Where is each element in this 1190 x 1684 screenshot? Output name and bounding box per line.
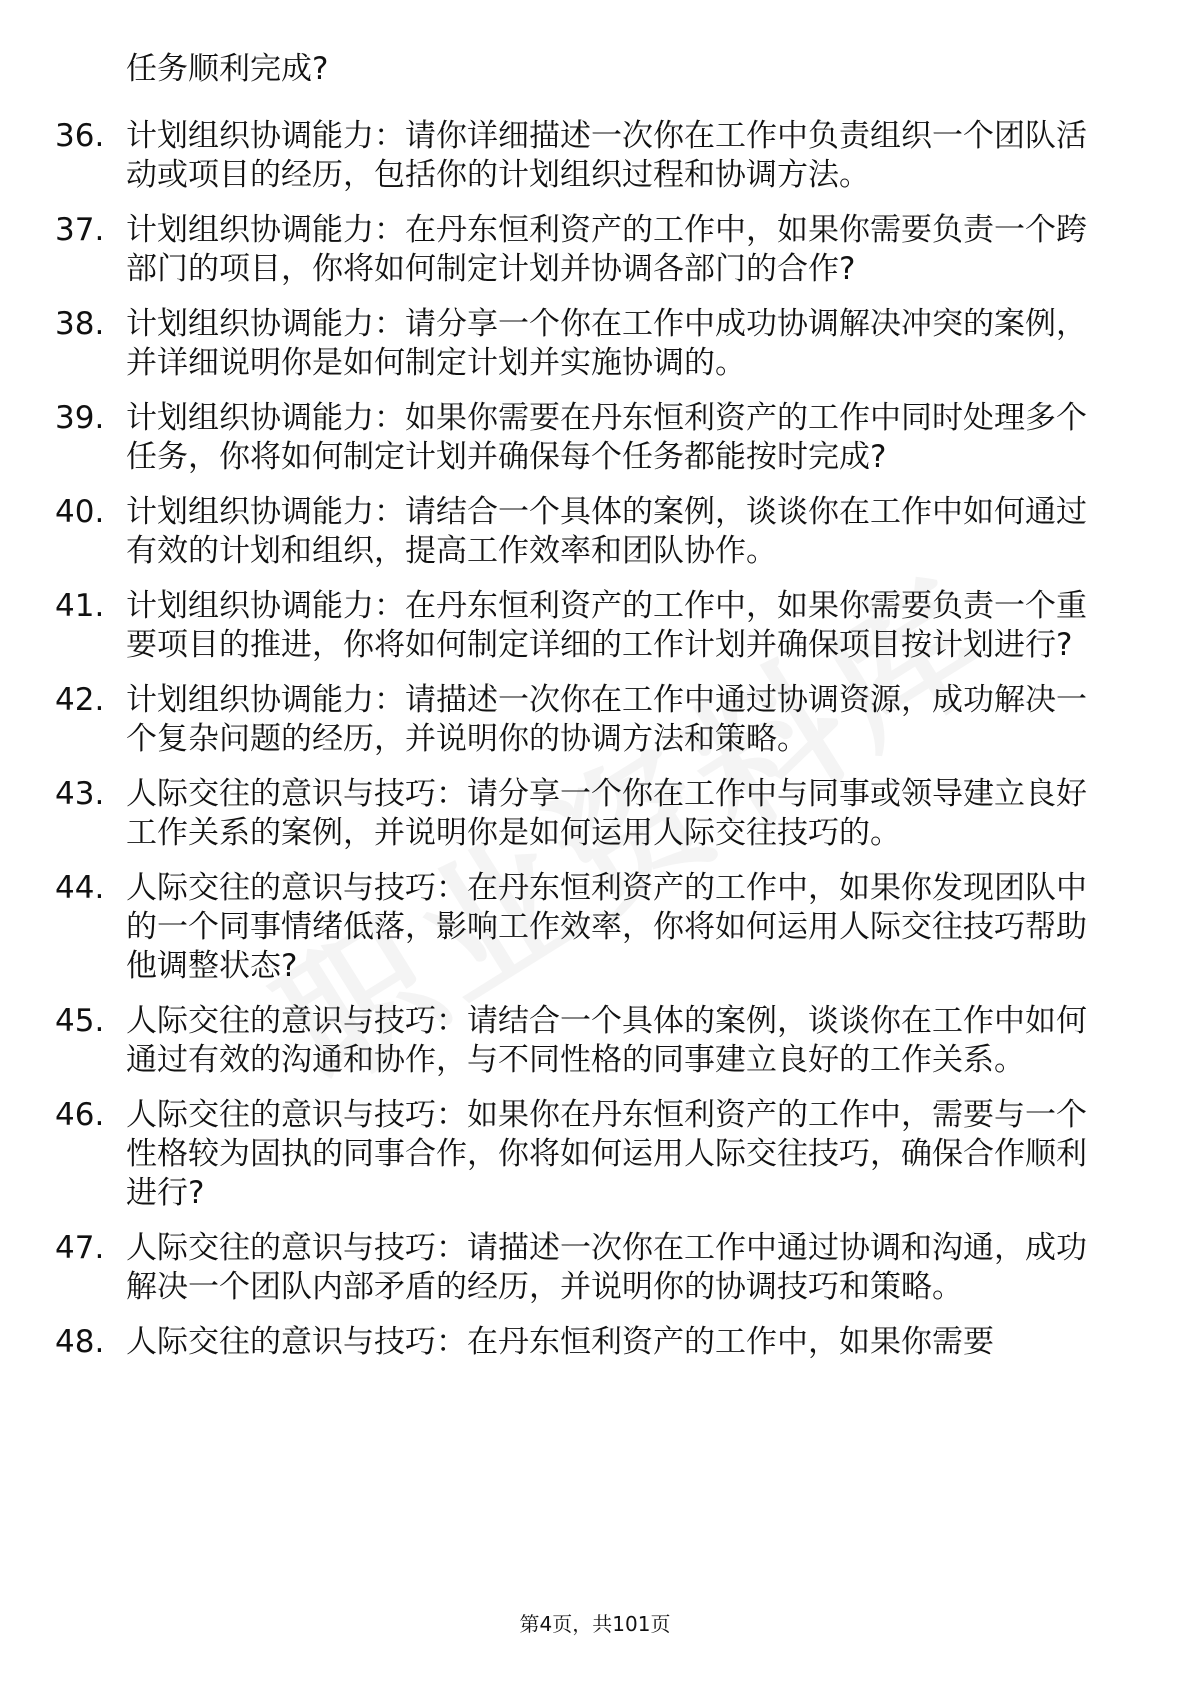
question-item-37 xyxy=(55,211,1115,289)
question-item-43 xyxy=(55,775,1115,853)
question-number: 38. xyxy=(55,306,105,342)
question-item-45 xyxy=(55,1002,1115,1080)
question-item-42 xyxy=(55,681,1115,759)
question-text: 人际交往的意识与技巧：请结合一个具体的案例，谈谈你在工作中如何通过有效的沟通和协作，与不同性格的同事建立良好的工作关系。 xyxy=(126,1003,1087,1078)
question-text: 计划组织协调能力：如果你需要在丹东恒利资产的工作中同时处理多个任务，你将如何制定计划并确保每个任务都能按时完成? xyxy=(126,400,1087,475)
question-list xyxy=(55,117,1115,1378)
question-text: 计划组织协调能力：在丹东恒利资产的工作中，如果你需要负责一个跨部门的项目，你将如何制定计划并协调各部门的合作? xyxy=(126,212,1087,287)
question-text: 计划组织协调能力：请描述一次你在工作中通过协调资源，成功解决一个复杂问题的经历，并说明你的协调方法和策略。 xyxy=(126,682,1087,757)
question-number: 39. xyxy=(55,400,105,436)
question-number: 42. xyxy=(55,682,105,718)
continued-question-text: 任务顺利完成? xyxy=(126,51,329,87)
question-item-48 xyxy=(55,1323,1115,1362)
question-item-47 xyxy=(55,1229,1115,1307)
question-text: 人际交往的意识与技巧：请描述一次你在工作中通过协调和沟通，成功解决一个团队内部矛盾的经历，并说明你的协调技巧和策略。 xyxy=(126,1230,1087,1305)
question-text: 人际交往的意识与技巧：在丹东恒利资产的工作中，如果你发现团队中的一个同事情绪低落，影响工作效率，你将如何运用人际交往技巧帮助他调整状态? xyxy=(126,870,1087,984)
question-number: 46. xyxy=(55,1097,105,1133)
question-text: 人际交往的意识与技巧：在丹东恒利资产的工作中，如果你需要 xyxy=(126,1324,994,1360)
question-number: 48. xyxy=(55,1324,105,1360)
question-item-41 xyxy=(55,587,1115,665)
question-item-46 xyxy=(55,1096,1115,1213)
question-number: 41. xyxy=(55,588,105,624)
page-number-footer: 第4页，共101页 xyxy=(519,1612,671,1636)
question-text: 人际交往的意识与技巧：请分享一个你在工作中与同事或领导建立良好工作关系的案例，并说明你是如何运用人际交往技巧的。 xyxy=(126,776,1087,851)
question-text: 人际交往的意识与技巧：如果你在丹东恒利资产的工作中，需要与一个性格较为固执的同事合作，你将如何运用人际交往技巧，确保合作顺利进行? xyxy=(126,1097,1087,1211)
question-number: 47. xyxy=(55,1230,105,1266)
question-number: 44. xyxy=(55,870,105,906)
question-item-36 xyxy=(55,117,1115,195)
question-number: 43. xyxy=(55,776,105,812)
question-number: 45. xyxy=(55,1003,105,1039)
question-number: 40. xyxy=(55,494,105,530)
question-text: 计划组织协调能力：在丹东恒利资产的工作中，如果你需要负责一个重要项目的推进，你将如何制定详细的工作计划并确保项目按计划进行? xyxy=(126,588,1087,663)
question-text: 计划组织协调能力：请分享一个你在工作中成功协调解决冲突的案例，并详细说明你是如何制定计划并实施协调的。 xyxy=(126,306,1087,381)
question-number: 37. xyxy=(55,212,105,248)
question-text: 计划组织协调能力：请你详细描述一次你在工作中负责组织一个团队活动或项目的经历，包括你的计划组织过程和协调方法。 xyxy=(126,118,1087,193)
question-text: 计划组织协调能力：请结合一个具体的案例，谈谈你在工作中如何通过有效的计划和组织，提高工作效率和团队协作。 xyxy=(126,494,1087,569)
question-item-40 xyxy=(55,493,1115,571)
question-item-39 xyxy=(55,399,1115,477)
question-number: 36. xyxy=(55,118,105,154)
question-item-44 xyxy=(55,869,1115,986)
question-item-38 xyxy=(55,305,1115,383)
